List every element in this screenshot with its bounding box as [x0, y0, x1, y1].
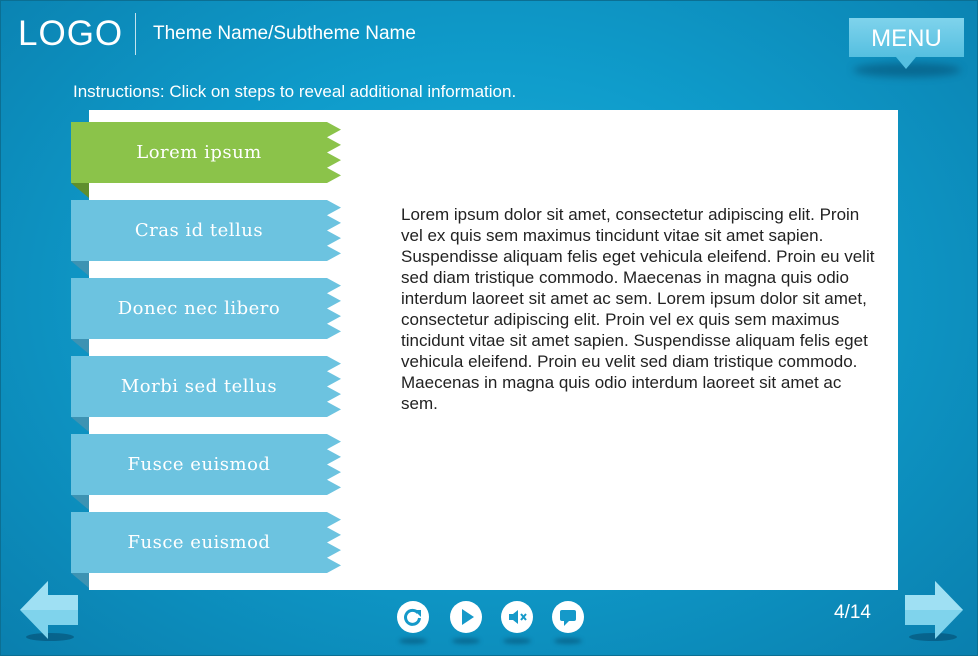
play-button[interactable]: [450, 601, 482, 633]
control-shadow: [503, 638, 531, 644]
comment-button[interactable]: [552, 601, 584, 633]
page-counter: 4/14: [834, 602, 871, 623]
content-text: Lorem ipsum dolor sit amet, consectetur adipiscing elit. Proin vel ex quis sem maximus tincidunt vitae sit amet sapien. Suspendisse aliquam felis eget vehicula eleifend. Proin eu velit sed diam tristique commodo. Maecenas in magna quis odio interdum laoreet sit amet ac sem. Lorem ipsum dolor sit amet, consectetur adipiscing elit. Proin vel ex quis sem maximus tincidunt vitae sit amet sapien. Suspendisse aliquam felis eget vehicula eleifend. Proin eu velit sed diam tristique commodo. Maecenas in magna quis odio interdum laoreet sit amet ac sem.: [401, 205, 875, 413]
header-divider: [135, 13, 136, 55]
menu-button[interactable]: MENU: [849, 18, 964, 57]
step-tab-4[interactable]: [71, 356, 341, 417]
arrow-right-icon: [905, 581, 963, 641]
prev-arrow-button[interactable]: [20, 581, 78, 641]
control-shadow: [452, 638, 480, 644]
step-tab-3[interactable]: [71, 278, 341, 339]
step-tab-label: Morbi sed tellus: [120, 376, 278, 397]
mute-icon: [501, 601, 533, 633]
step-tab-1[interactable]: [71, 122, 341, 183]
theme-title: Theme Name/Subtheme Name: [153, 23, 416, 44]
step-tab-label: Fusce euismod: [127, 532, 271, 553]
replay-button[interactable]: [397, 601, 429, 633]
instructions-text: Instructions: Click on steps to reveal additional information.: [73, 82, 517, 101]
step-tab-5[interactable]: [71, 434, 341, 495]
comment-icon: [552, 601, 584, 633]
control-shadow: [399, 638, 427, 644]
arrow-left-icon: [20, 581, 78, 641]
step-tab-label: Fusce euismod: [127, 454, 271, 475]
logo: LOGO: [18, 14, 124, 53]
play-icon: [450, 601, 482, 633]
replay-icon: [397, 601, 429, 633]
step-tab-label: Donec nec libero: [117, 298, 281, 319]
control-shadow: [554, 638, 582, 644]
step-tab-2[interactable]: [71, 200, 341, 261]
mute-button[interactable]: [501, 601, 533, 633]
step-tab-6[interactable]: [71, 512, 341, 573]
next-arrow-button[interactable]: [905, 581, 963, 641]
step-tab-label: Cras id tellus: [134, 220, 264, 241]
step-tab-label: Lorem ipsum: [136, 142, 262, 163]
